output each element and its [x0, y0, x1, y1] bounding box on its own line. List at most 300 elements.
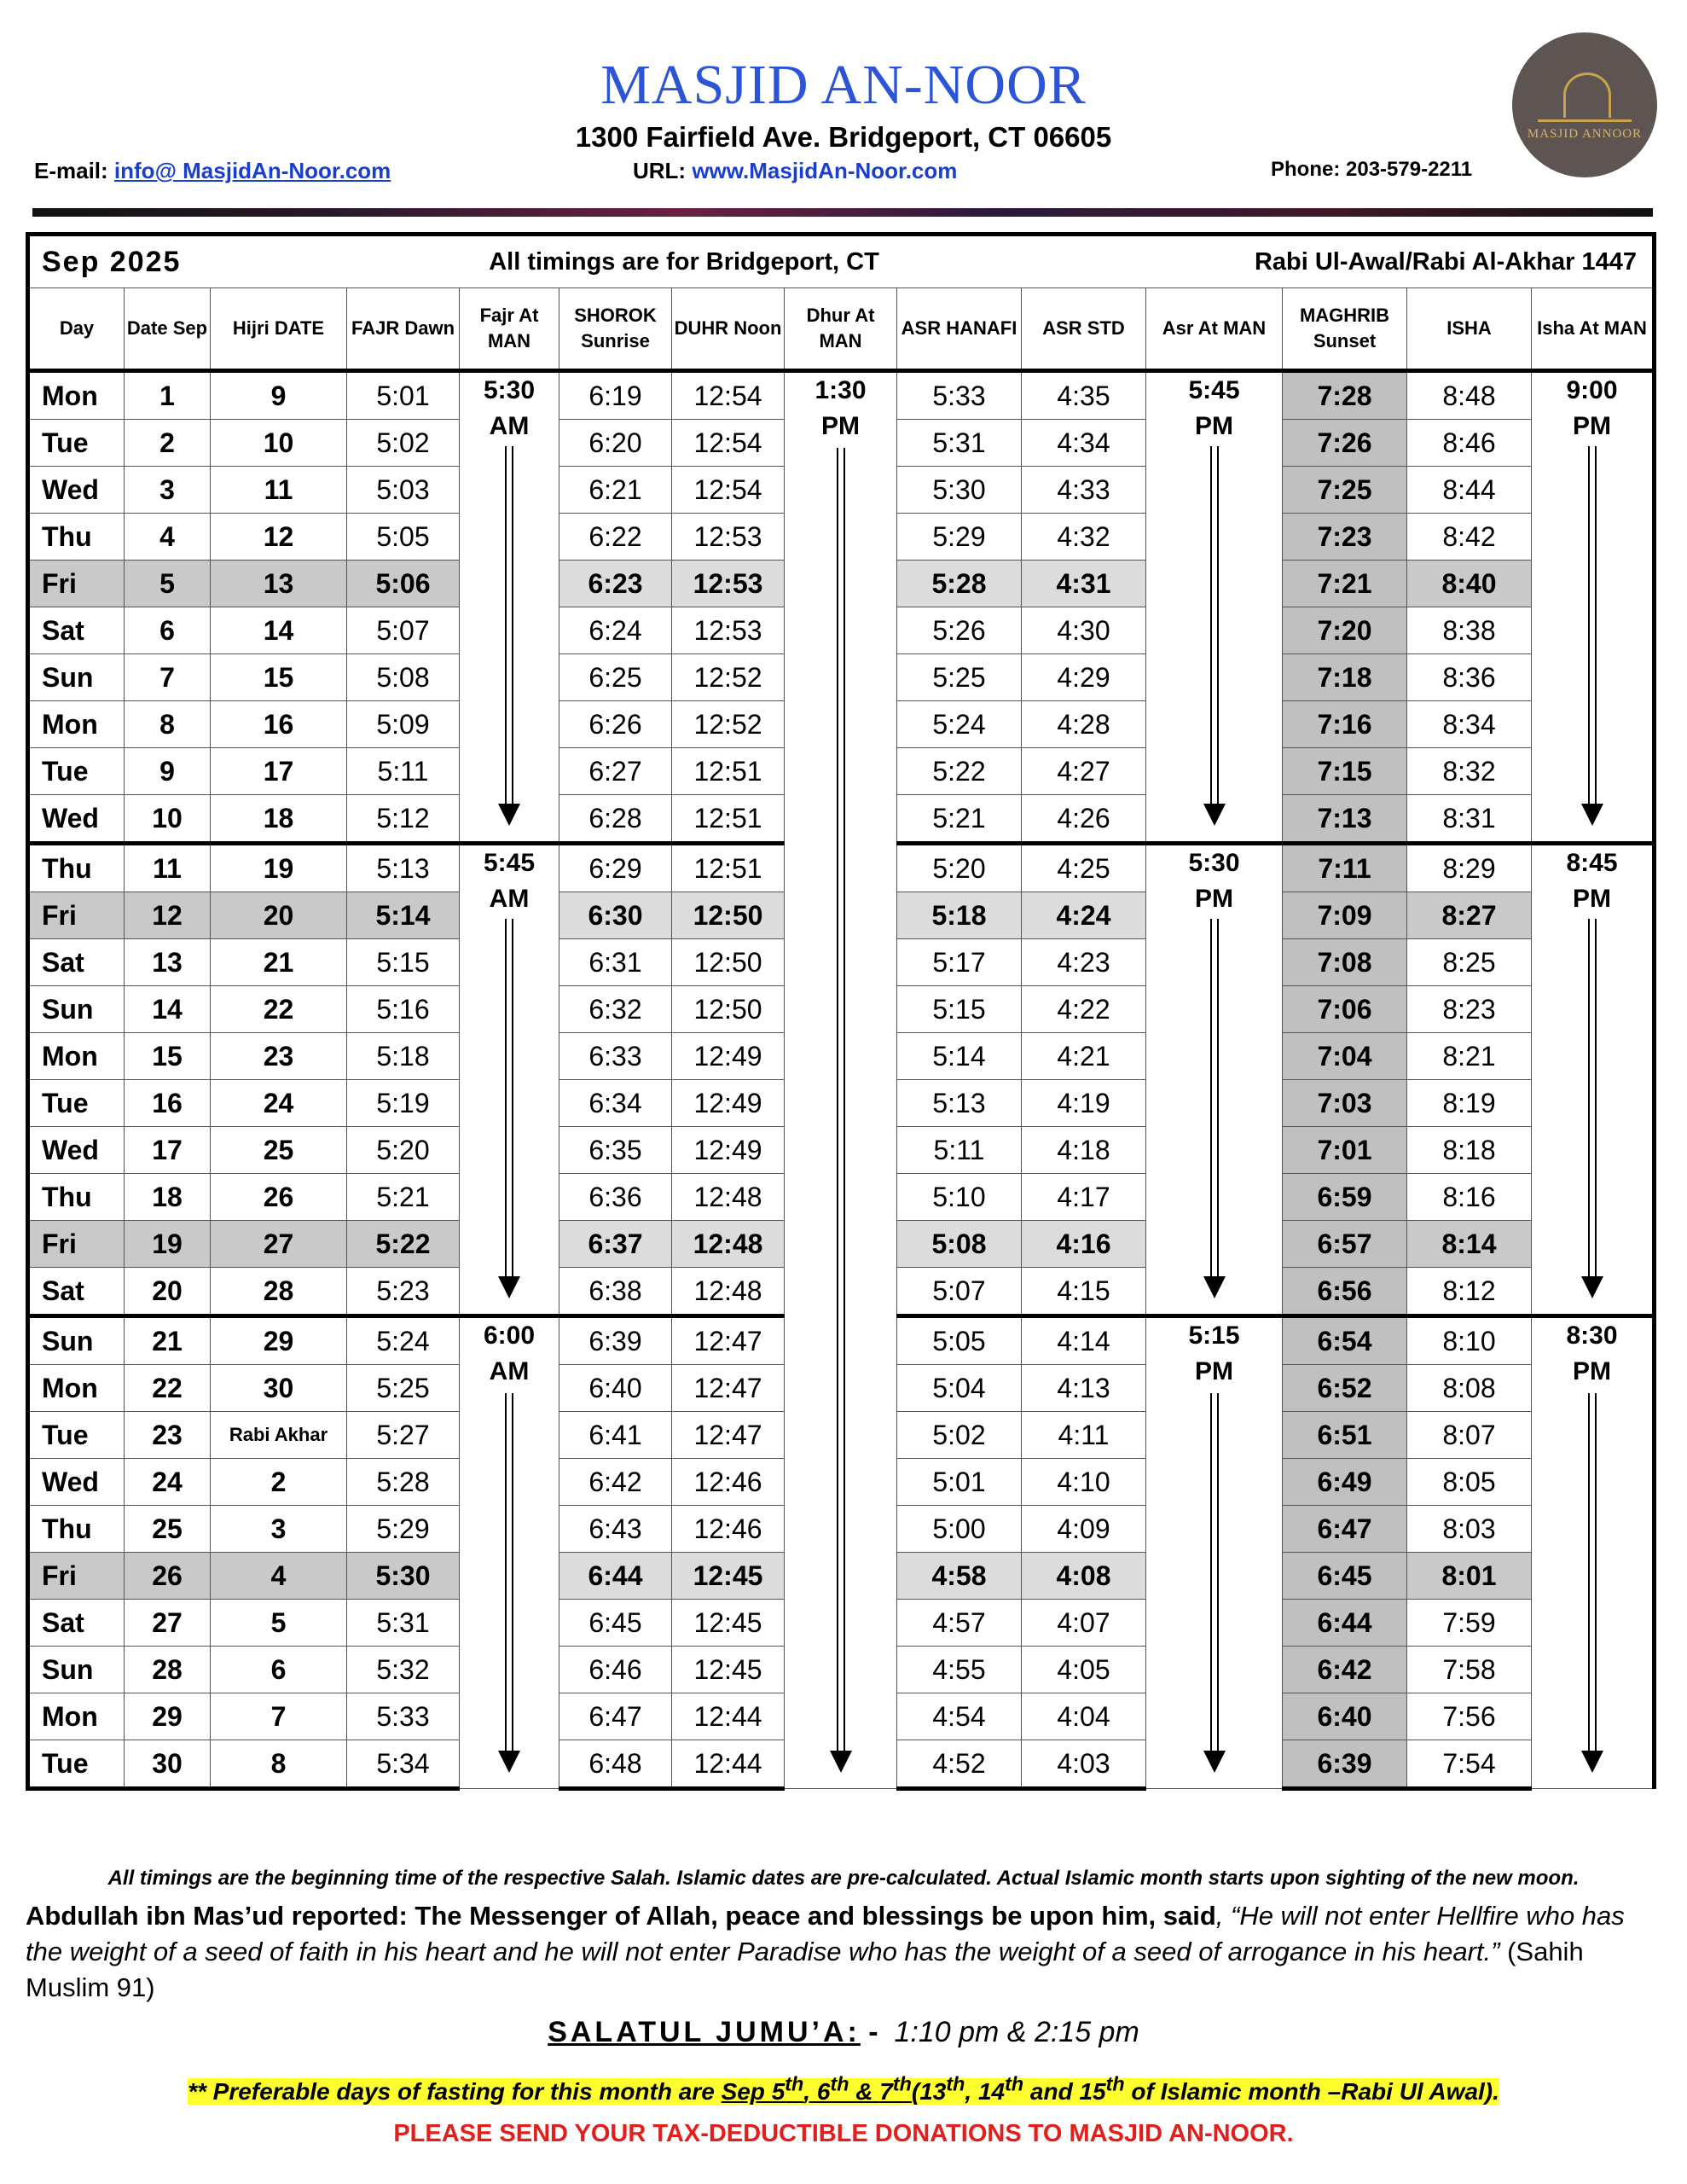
cell: 20 — [211, 892, 347, 939]
cell: 5:08 — [347, 654, 460, 701]
cell: 8:14 — [1407, 1221, 1532, 1268]
cell: 5:22 — [347, 1221, 460, 1268]
column-header: Day — [28, 288, 125, 371]
cell: 6:38 — [559, 1268, 672, 1316]
separator: , — [803, 2078, 817, 2106]
separator: , — [965, 2078, 978, 2106]
cell: 6:20 — [559, 420, 672, 467]
column-header: MAGHRIB Sunset — [1283, 288, 1407, 371]
cell: 6:39 — [1283, 1740, 1407, 1789]
cell: 23 — [211, 1033, 347, 1080]
cell: 5:12 — [347, 795, 460, 844]
column-header: ASR HANAFI — [897, 288, 1022, 371]
cell: 8:32 — [1407, 748, 1532, 795]
cell: 8:40 — [1407, 561, 1532, 607]
cell: 12:54 — [672, 371, 785, 420]
cell: Fri — [28, 561, 125, 607]
column-header: ASR STD — [1022, 288, 1146, 371]
cell: 7:23 — [1283, 514, 1407, 561]
jamaat-time: 9:00 — [1566, 376, 1618, 404]
cell: 5:15 — [347, 939, 460, 986]
cell: 5:07 — [897, 1268, 1022, 1316]
cell: 4:35 — [1022, 371, 1146, 420]
cell: 23 — [125, 1412, 211, 1459]
cell: 5:03 — [347, 467, 460, 514]
cell: 8 — [211, 1740, 347, 1789]
cell: 12:52 — [672, 701, 785, 748]
asr-jamaat — [1146, 844, 1283, 1316]
cell: 4:25 — [1022, 844, 1146, 892]
cell: 4:31 — [1022, 561, 1146, 607]
cell: 4:52 — [897, 1740, 1022, 1789]
separator: and — [1023, 2078, 1080, 2106]
cell: 6:57 — [1283, 1221, 1407, 1268]
cell: Mon — [28, 1693, 125, 1740]
cell: 4:07 — [1022, 1600, 1146, 1647]
cell: 4:11 — [1022, 1412, 1146, 1459]
cell: 28 — [211, 1268, 347, 1316]
jamaat-time: 1:30 — [815, 376, 867, 404]
cell: 5:02 — [897, 1412, 1022, 1459]
cell: 5:23 — [347, 1268, 460, 1316]
fasting-day: Sep 5 — [721, 2078, 786, 2106]
cell: 7:16 — [1283, 701, 1407, 748]
cell: 12:48 — [672, 1268, 785, 1316]
cell: 5:21 — [347, 1174, 460, 1221]
cell: 10 — [211, 420, 347, 467]
cell: 6:29 — [559, 844, 672, 892]
cell: 4:26 — [1022, 795, 1146, 844]
cell: 22 — [125, 1365, 211, 1412]
cell: 6:49 — [1283, 1459, 1407, 1506]
cell: Mon — [28, 1033, 125, 1080]
cell: 4:58 — [897, 1553, 1022, 1600]
cell: 5:10 — [897, 1174, 1022, 1221]
cell: 5:17 — [897, 939, 1022, 986]
cell: 12:51 — [672, 748, 785, 795]
cell: 7:06 — [1283, 986, 1407, 1033]
cell: 7:09 — [1283, 892, 1407, 939]
cell: 8:21 — [1407, 1033, 1532, 1080]
cell: 7:25 — [1283, 467, 1407, 514]
cell: 7 — [211, 1693, 347, 1740]
cell: 8:05 — [1407, 1459, 1532, 1506]
cell: Sun — [28, 986, 125, 1033]
cell: 16 — [211, 701, 347, 748]
isha-jamaat — [1532, 1316, 1655, 1789]
cell: 6:22 — [559, 514, 672, 561]
cell: 12:54 — [672, 467, 785, 514]
cell: 4:57 — [897, 1600, 1022, 1647]
cell: Mon — [28, 1365, 125, 1412]
cell: 6:31 — [559, 939, 672, 986]
cell: 8:03 — [1407, 1506, 1532, 1553]
cell: 5:20 — [347, 1127, 460, 1174]
down-arrow-icon — [835, 448, 847, 1773]
cell: 6:40 — [1283, 1693, 1407, 1740]
column-header: Hijri DATE — [211, 288, 347, 371]
cell: Tue — [28, 1740, 125, 1789]
url-line — [633, 158, 957, 184]
cell: 8:29 — [1407, 844, 1532, 892]
jamaat-time: 5:45 — [1188, 376, 1240, 404]
cell: 5:32 — [347, 1647, 460, 1693]
cell: 4:54 — [897, 1693, 1022, 1740]
cell: 5:09 — [347, 701, 460, 748]
jamaat-ampm: AM — [489, 412, 530, 440]
cell: 7:18 — [1283, 654, 1407, 701]
cell: 6:34 — [559, 1080, 672, 1127]
isha-jamaat — [1532, 844, 1655, 1316]
cell: 24 — [211, 1080, 347, 1127]
cell: 5:31 — [347, 1600, 460, 1647]
cell: 5:14 — [897, 1033, 1022, 1080]
cell: 3 — [125, 467, 211, 514]
cell: 7:03 — [1283, 1080, 1407, 1127]
cell: 5:16 — [347, 986, 460, 1033]
cell: 27 — [125, 1600, 211, 1647]
cell: Fri — [28, 1221, 125, 1268]
cell: 6:47 — [1283, 1506, 1407, 1553]
hadith-narration: Abdullah ibn Mas’ud reported: The Messenger of Allah, peace and blessings be upon him, said — [26, 1901, 1216, 1931]
cell: 12:49 — [672, 1033, 785, 1080]
cell: 8:46 — [1407, 420, 1532, 467]
cell: 17 — [125, 1127, 211, 1174]
cell: 10 — [125, 795, 211, 844]
cell: 4:05 — [1022, 1647, 1146, 1693]
cell: 5:34 — [347, 1740, 460, 1789]
jamaat-ampm: PM — [1195, 1357, 1233, 1385]
column-header: Isha At MAN — [1532, 288, 1655, 371]
cell: 12:53 — [672, 561, 785, 607]
cell: 8:12 — [1407, 1268, 1532, 1316]
cell: 5:13 — [347, 844, 460, 892]
column-header: Date Sep — [125, 288, 211, 371]
hijri-months: Rabi Ul-Awal/Rabi Al-Akhar 1447 — [1022, 235, 1655, 288]
cell: 5:29 — [347, 1506, 460, 1553]
page-title: MASJID AN-NOOR — [600, 54, 1087, 116]
cell: 12:47 — [672, 1365, 785, 1412]
cell: 5:08 — [897, 1221, 1022, 1268]
cell: 5:00 — [897, 1506, 1022, 1553]
down-arrow-icon — [1586, 919, 1598, 1298]
cell: 19 — [211, 844, 347, 892]
cell: 12:44 — [672, 1740, 785, 1789]
down-arrow-icon — [1209, 1393, 1220, 1773]
jumua-line — [0, 2016, 1687, 2049]
cell: 6:23 — [559, 561, 672, 607]
cell: 12:46 — [672, 1506, 785, 1553]
cell: 12:54 — [672, 420, 785, 467]
cell: 8:25 — [1407, 939, 1532, 986]
jamaat-time: 8:45 — [1566, 849, 1618, 877]
cell: 6:46 — [559, 1647, 672, 1693]
cell: 13 — [211, 561, 347, 607]
cell: 4:19 — [1022, 1080, 1146, 1127]
cell: 4:32 — [1022, 514, 1146, 561]
cell: 5:24 — [347, 1316, 460, 1365]
cell: 6:42 — [1283, 1647, 1407, 1693]
cell: 12:53 — [672, 607, 785, 654]
asr-jamaat — [1146, 371, 1283, 844]
cell: 5 — [211, 1600, 347, 1647]
cell: 6:28 — [559, 795, 672, 844]
cell: 6:56 — [1283, 1268, 1407, 1316]
jamaat-ampm: AM — [489, 885, 530, 913]
cell: 18 — [211, 795, 347, 844]
cell: 25 — [125, 1506, 211, 1553]
masjid-logo — [1512, 32, 1657, 177]
hadith-source: (Sahih Muslim 91) — [26, 1937, 1584, 2002]
column-header: Dhur At MAN — [785, 288, 897, 371]
cell: 8:16 — [1407, 1174, 1532, 1221]
cell: 26 — [125, 1553, 211, 1600]
cell: 1 — [125, 371, 211, 420]
column-header: Fajr At MAN — [460, 288, 559, 371]
cell: 12:50 — [672, 892, 785, 939]
cell: Sat — [28, 1600, 125, 1647]
cell: 12:48 — [672, 1174, 785, 1221]
cell: 30 — [211, 1365, 347, 1412]
down-arrow-icon — [1209, 446, 1220, 826]
cell: 5:22 — [897, 748, 1022, 795]
cell: 29 — [211, 1316, 347, 1365]
islamic-day: 15 — [1079, 2078, 1106, 2106]
cell: 7:13 — [1283, 795, 1407, 844]
cell: 4:04 — [1022, 1693, 1146, 1740]
cell: 4:22 — [1022, 986, 1146, 1033]
cell: 5:25 — [897, 654, 1022, 701]
cell: Tue — [28, 1080, 125, 1127]
cell: 5:18 — [897, 892, 1022, 939]
cell: 5:04 — [897, 1365, 1022, 1412]
cell: 6:39 — [559, 1316, 672, 1365]
cell: Thu — [28, 1506, 125, 1553]
fajr-jamaat — [460, 844, 559, 1316]
islamic-day: 13 — [919, 2078, 947, 2106]
cell: 2 — [125, 420, 211, 467]
cell: 5:26 — [897, 607, 1022, 654]
column-header: DUHR Noon — [672, 288, 785, 371]
cell: 2 — [211, 1459, 347, 1506]
cell: 12:47 — [672, 1412, 785, 1459]
asr-jamaat — [1146, 1316, 1283, 1789]
cell: 9 — [211, 371, 347, 420]
cell: 4:03 — [1022, 1740, 1146, 1789]
cell: 4:09 — [1022, 1506, 1146, 1553]
cell: 12:49 — [672, 1080, 785, 1127]
cell: 12:45 — [672, 1600, 785, 1647]
cell: 5:21 — [897, 795, 1022, 844]
cell: 5:05 — [347, 514, 460, 561]
cell: 8:44 — [1407, 467, 1532, 514]
cell: Tue — [28, 420, 125, 467]
ordinal-suffix: th — [1005, 2073, 1024, 2095]
cell: 6:37 — [559, 1221, 672, 1268]
cell: 5:19 — [347, 1080, 460, 1127]
down-arrow-icon — [1586, 446, 1598, 826]
cell: Thu — [28, 1174, 125, 1221]
jamaat-ampm: PM — [1573, 885, 1611, 913]
cell: 6:24 — [559, 607, 672, 654]
cell: Mon — [28, 701, 125, 748]
donation-notice: PLEASE SEND YOUR TAX-DEDUCTIBLE DONATIONS TO MASJID AN-NOOR. — [393, 2120, 1294, 2147]
fasting-note — [0, 2073, 1687, 2106]
cell: 5:30 — [347, 1553, 460, 1600]
ordinal-suffix: th — [1105, 2073, 1125, 2095]
cell: 6:41 — [559, 1412, 672, 1459]
hadith — [26, 1898, 1663, 2006]
column-header: Asr At MAN — [1146, 288, 1283, 371]
cell: 17 — [211, 748, 347, 795]
cell: 6 — [211, 1647, 347, 1693]
cell: 6:27 — [559, 748, 672, 795]
url-label: URL: — [633, 158, 687, 183]
cell: 4:14 — [1022, 1316, 1146, 1365]
logo-text: MASJID ANNOOR — [1527, 127, 1643, 141]
mosque-icon — [1538, 68, 1632, 122]
jamaat-ampm: PM — [821, 412, 860, 440]
cell: 8 — [125, 701, 211, 748]
fasting-prefix: ** Preferable days of fasting for this month are — [188, 2078, 722, 2106]
cell: 4:08 — [1022, 1553, 1146, 1600]
cell: 12:50 — [672, 939, 785, 986]
cell: 6:35 — [559, 1127, 672, 1174]
cell: 12:45 — [672, 1553, 785, 1600]
cell: 5:30 — [897, 467, 1022, 514]
fajr-jamaat — [460, 371, 559, 844]
fasting-day: 7 — [879, 2078, 893, 2106]
column-header: ISHA — [1407, 288, 1532, 371]
cell: 26 — [211, 1174, 347, 1221]
cell: Tue — [28, 1412, 125, 1459]
jamaat-time: 5:45 — [483, 849, 536, 877]
column-header: FAJR Dawn — [347, 288, 460, 371]
cell: 7:01 — [1283, 1127, 1407, 1174]
cell: 12:53 — [672, 514, 785, 561]
cell: Sat — [28, 939, 125, 986]
cell: 15 — [211, 654, 347, 701]
cell: 6:26 — [559, 701, 672, 748]
cell: 4:13 — [1022, 1365, 1146, 1412]
cell: 20 — [125, 1268, 211, 1316]
cell: 8:42 — [1407, 514, 1532, 561]
jumua-label: SALATUL JUMU’A: — [548, 2016, 861, 2048]
cell: 6:30 — [559, 892, 672, 939]
cell: 8:07 — [1407, 1412, 1532, 1459]
ordinal-suffix: th — [892, 2073, 912, 2095]
cell: 6:47 — [559, 1693, 672, 1740]
fajr-jamaat — [460, 1316, 559, 1789]
cell: 11 — [211, 467, 347, 514]
cell: 21 — [125, 1316, 211, 1365]
email-link[interactable]: info@ MasjidAn-Noor.com — [113, 158, 391, 183]
fasting-highlight — [188, 2073, 1499, 2106]
cell: 30 — [125, 1740, 211, 1789]
cell: 4:33 — [1022, 467, 1146, 514]
jamaat-time: 8:30 — [1566, 1321, 1618, 1350]
jamaat-time: 6:00 — [483, 1321, 536, 1350]
cell: 12 — [125, 892, 211, 939]
cell: 7:21 — [1283, 561, 1407, 607]
ordinal-suffix: th — [946, 2073, 965, 2095]
cell: 6:19 — [559, 371, 672, 420]
cell: 6:43 — [559, 1506, 672, 1553]
cell: 5:07 — [347, 607, 460, 654]
cell: 5:11 — [897, 1127, 1022, 1174]
cell: Fri — [28, 892, 125, 939]
cell: 6:44 — [1283, 1600, 1407, 1647]
url-link[interactable]: www.MasjidAn-Noor.com — [692, 158, 958, 183]
hadith-comma: , — [1215, 1901, 1224, 1931]
cell: 12:47 — [672, 1316, 785, 1365]
cell: 8:19 — [1407, 1080, 1532, 1127]
cell: 12:49 — [672, 1127, 785, 1174]
cell: 5:18 — [347, 1033, 460, 1080]
cell: 4:55 — [897, 1647, 1022, 1693]
cell: 6:32 — [559, 986, 672, 1033]
cell: 4:30 — [1022, 607, 1146, 654]
cell: 5:14 — [347, 892, 460, 939]
jamaat-ampm: PM — [1195, 885, 1233, 913]
cell: 5:20 — [897, 844, 1022, 892]
cell: Thu — [28, 514, 125, 561]
cell: 6:59 — [1283, 1174, 1407, 1221]
down-arrow-icon — [1586, 1393, 1598, 1773]
email-line — [34, 158, 391, 184]
cell: 21 — [211, 939, 347, 986]
email-label: E-mail: — [34, 158, 108, 183]
cell: 12 — [211, 514, 347, 561]
cell: 8:36 — [1407, 654, 1532, 701]
cell: 6:52 — [1283, 1365, 1407, 1412]
cell: 4:17 — [1022, 1174, 1146, 1221]
cell: 5:28 — [897, 561, 1022, 607]
jumua-dash: - — [868, 2016, 878, 2048]
ordinal-suffix: th — [830, 2073, 849, 2095]
cell: 12:51 — [672, 795, 785, 844]
cell: 6:54 — [1283, 1316, 1407, 1365]
cell: 6:25 — [559, 654, 672, 701]
cell: Wed — [28, 1459, 125, 1506]
cell: 3 — [211, 1506, 347, 1553]
cell: 8:38 — [1407, 607, 1532, 654]
cell: 5:11 — [347, 748, 460, 795]
ordinal-suffix: th — [785, 2073, 804, 2095]
cell: 6:51 — [1283, 1412, 1407, 1459]
cell: 19 — [125, 1221, 211, 1268]
disclaimer-note: All timings are the beginning time of the respective Salah. Islamic dates are pre-calculated. Actual Islamic month starts upon sighting of the new moon. — [107, 1867, 1580, 1890]
cell: 9 — [125, 748, 211, 795]
cell: 5:01 — [897, 1459, 1022, 1506]
cell: 7:58 — [1407, 1647, 1532, 1693]
isha-jamaat — [1532, 371, 1655, 844]
cell: 6:48 — [559, 1740, 672, 1789]
cell: 4 — [211, 1553, 347, 1600]
cell: 12:46 — [672, 1459, 785, 1506]
cell: 4:15 — [1022, 1268, 1146, 1316]
cell: 4:29 — [1022, 654, 1146, 701]
cell: 5:33 — [897, 371, 1022, 420]
cell: 24 — [125, 1459, 211, 1506]
cell: 7:28 — [1283, 371, 1407, 420]
month-label: Sep 2025 — [28, 235, 347, 288]
jamaat-ampm: AM — [489, 1357, 530, 1385]
cell: 22 — [211, 986, 347, 1033]
cell: 7:04 — [1283, 1033, 1407, 1080]
cell: 11 — [125, 844, 211, 892]
cell: 7:56 — [1407, 1693, 1532, 1740]
